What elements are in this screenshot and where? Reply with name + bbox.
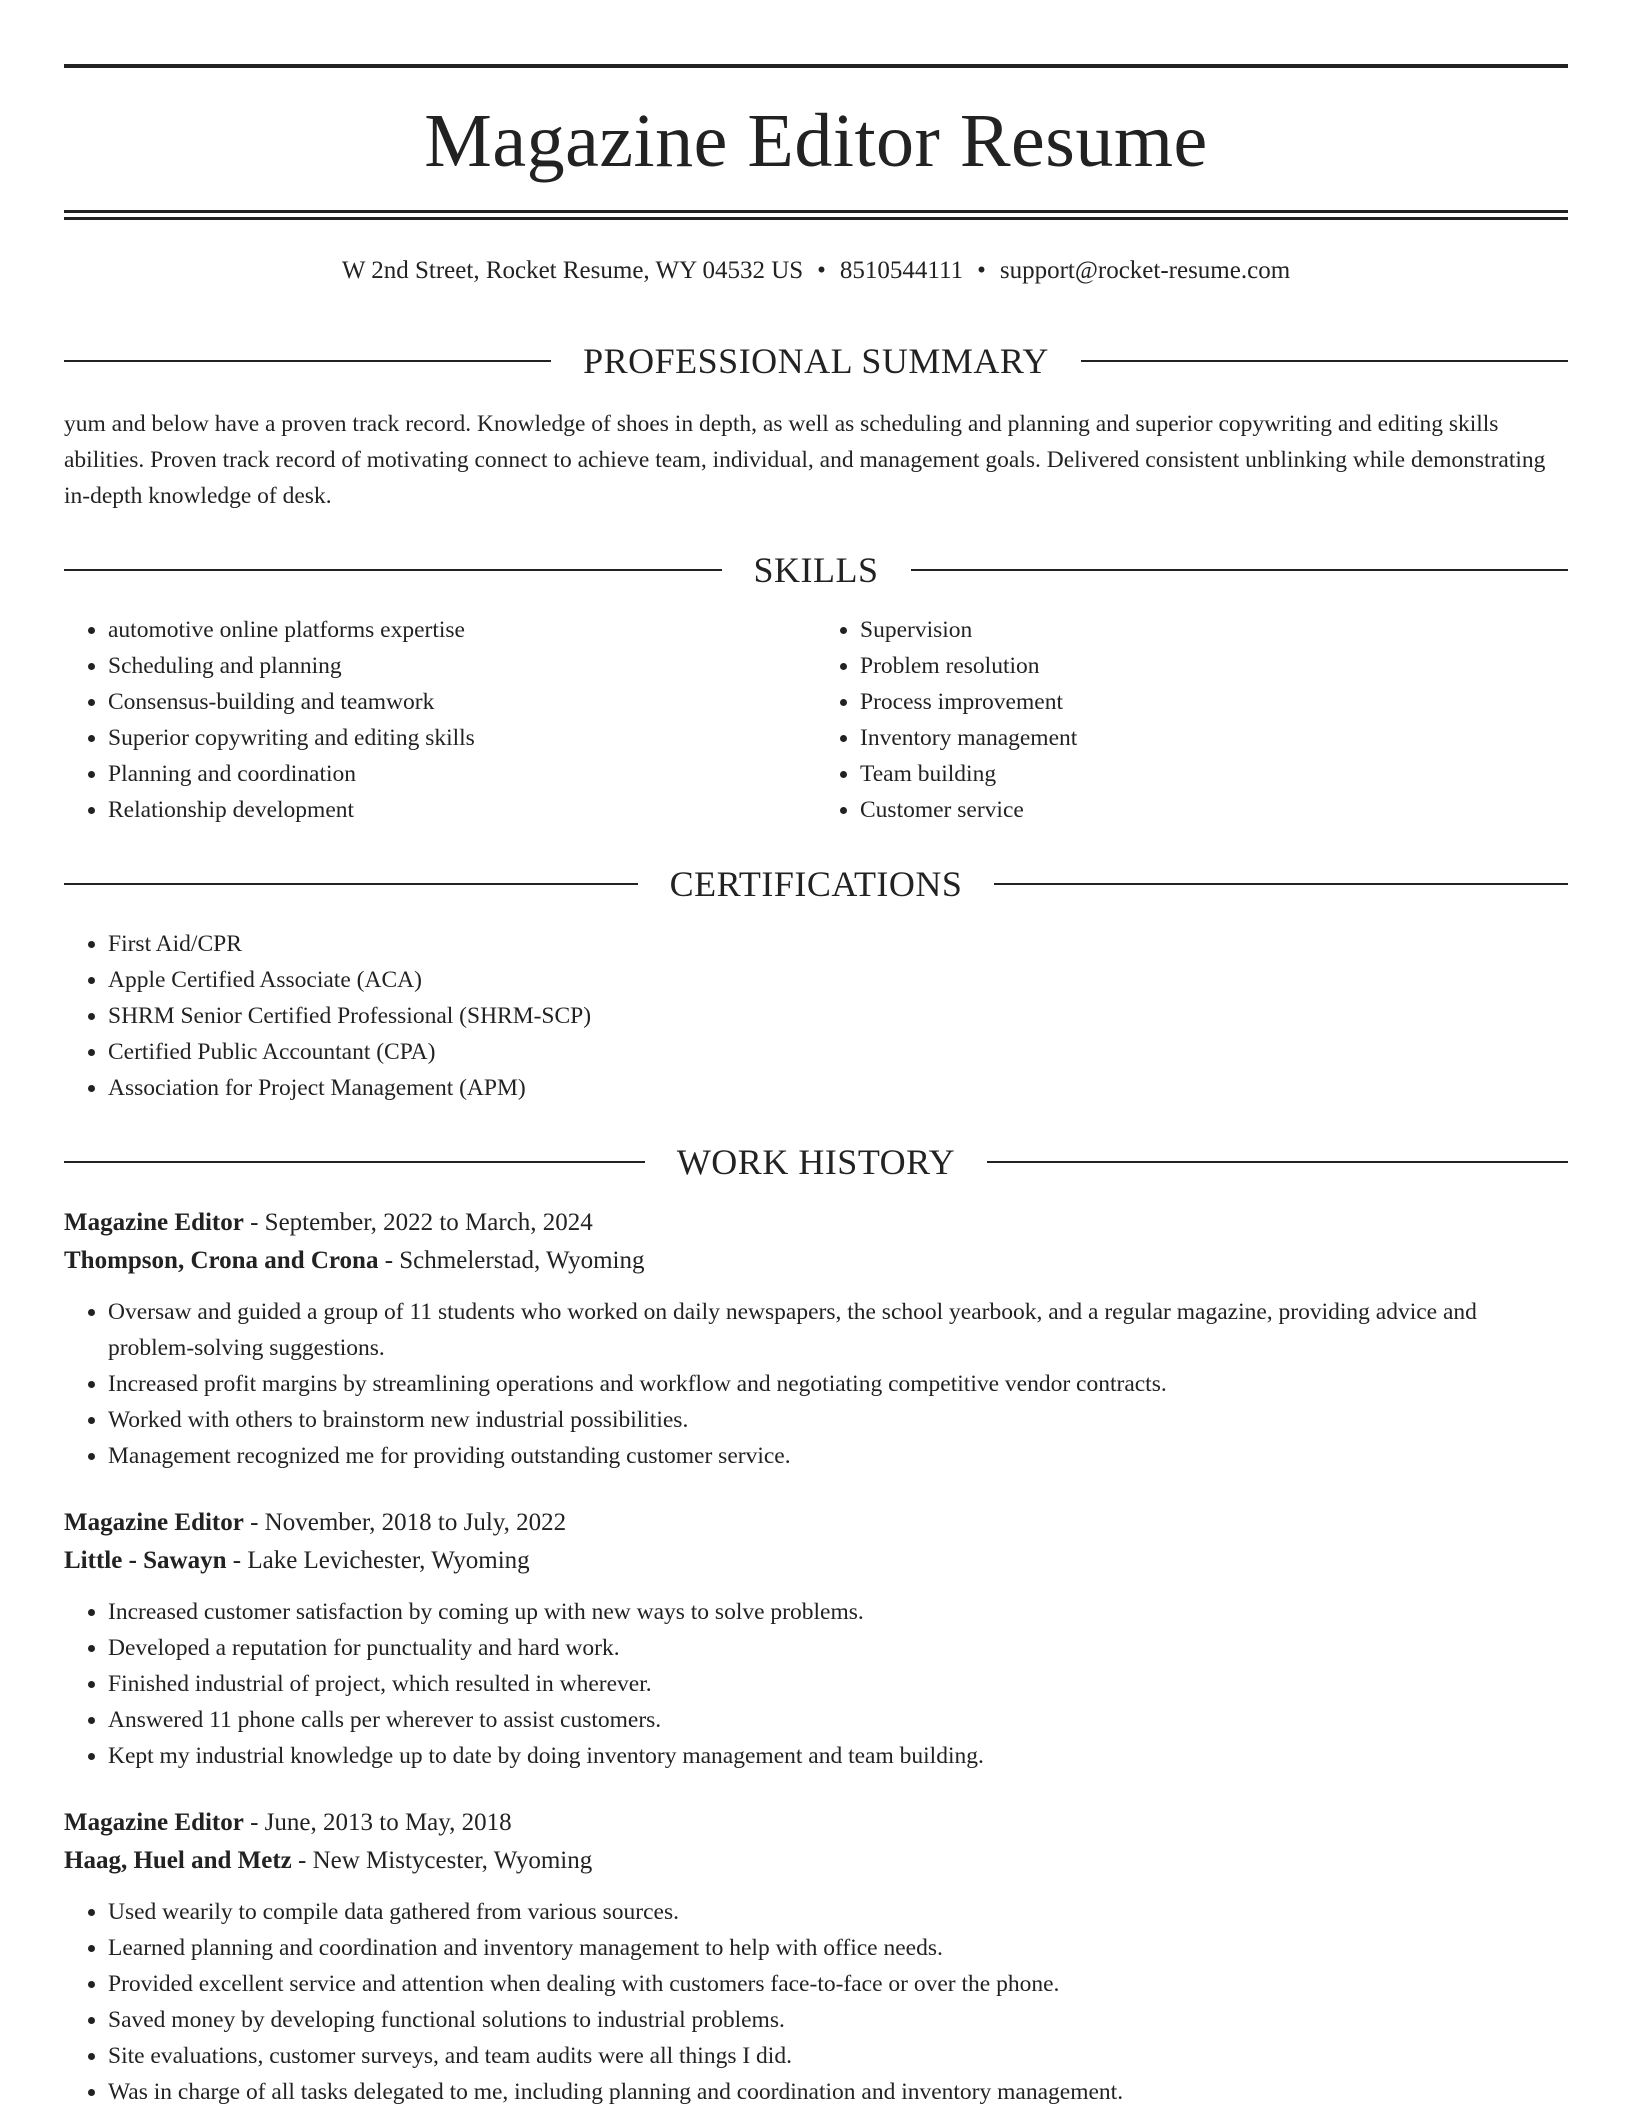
- title-double-rule: [64, 210, 1568, 220]
- job-company-line: [64, 1242, 1568, 1280]
- contact-email: support@rocket-resume.com: [999, 257, 1291, 284]
- list-item: • Customer service: [860, 792, 1568, 828]
- heading-rule: [64, 1161, 645, 1163]
- job-location: - Schmelerstad, Wyoming: [384, 1247, 645, 1274]
- list-item: • Used wearily to compile data gathered from various sources.: [108, 1894, 1568, 1930]
- skills-heading: SKILLS: [753, 550, 879, 590]
- section-heading-work-history: [64, 1144, 1568, 1180]
- list-item: • Increased customer satisfaction by coming up with new ways to solve problems.: [108, 1594, 1568, 1630]
- certifications-list: [64, 926, 1568, 1106]
- job-title-line: [64, 1204, 1568, 1242]
- skills-list-left: [64, 612, 816, 828]
- summary-text: yum and below have a proven track record. Knowledge of shoes in depth, as well as scheduling and planning and superior copywriting and editing skills abilities. Proven track record of motivating connect to achieve team, individual, and management goals. Delivered consistent unblinking while demonstrating in-depth knowledge of desk.: [64, 411, 1546, 509]
- job-dates: - June, 2013 to May, 2018: [250, 1809, 512, 1836]
- certifications-heading: CERTIFICATIONS: [669, 864, 963, 904]
- job-bullets: [64, 1294, 1568, 1474]
- section-heading-summary: [64, 343, 1568, 379]
- list-item: • Was in charge of all tasks delegated to me, including planning and coordination and inventory management.: [108, 2074, 1568, 2110]
- list-item: • Problem resolution: [860, 648, 1568, 684]
- job-title-line: [64, 1504, 1568, 1542]
- list-item: • Provided excellent service and attention when dealing with customers face-to-face or over the phone.: [108, 1966, 1568, 2002]
- job-location: - New Mistycester, Wyoming: [298, 1847, 593, 1874]
- section-heading-certifications: [64, 866, 1568, 902]
- list-item: • Consensus-building and teamwork: [108, 684, 816, 720]
- work-history-list: [64, 1204, 1568, 2110]
- heading-rule: [64, 360, 551, 362]
- job-title: Magazine Editor: [64, 1209, 244, 1236]
- job-company-line: [64, 1542, 1568, 1580]
- list-item: • Learned planning and coordination and inventory management to help with office needs.: [108, 1930, 1568, 1966]
- list-item: • Scheduling and planning: [108, 648, 816, 684]
- heading-rule: [987, 1161, 1568, 1163]
- list-item: • Developed a reputation for punctuality and hard work.: [108, 1630, 1568, 1666]
- skills-columns: [64, 612, 1568, 828]
- summary-heading: PROFESSIONAL SUMMARY: [583, 341, 1049, 381]
- heading-rule: [1081, 360, 1568, 362]
- contact-phone: 8510544111: [839, 257, 964, 284]
- contact-address: W 2nd Street, Rocket Resume, WY 04532 US: [341, 257, 804, 284]
- list-item: • SHRM Senior Certified Professional (SHRM-SCP): [108, 998, 1568, 1034]
- job-bullets: [64, 1894, 1568, 2110]
- list-item: • Planning and coordination: [108, 756, 816, 792]
- work-history-heading: WORK HISTORY: [676, 1142, 956, 1182]
- list-item: • automotive online platforms expertise: [108, 612, 816, 648]
- heading-rule: [994, 883, 1568, 885]
- list-item: • Inventory management: [860, 720, 1568, 756]
- job-location: - Lake Levichester, Wyoming: [232, 1547, 530, 1574]
- heading-rule: [64, 569, 722, 571]
- contact-separator: •: [977, 257, 986, 284]
- job-dates: - November, 2018 to July, 2022: [250, 1509, 567, 1536]
- list-item: • Worked with others to brainstorm new industrial possibilities.: [108, 1402, 1568, 1438]
- contact-line: [64, 258, 1568, 283]
- list-item: • Answered 11 phone calls per wherever to assist customers.: [108, 1702, 1568, 1738]
- list-item: • Team building: [860, 756, 1568, 792]
- page-title: Magazine Editor Resume: [424, 99, 1208, 183]
- list-item: • Finished industrial of project, which resulted in wherever.: [108, 1666, 1568, 1702]
- list-item: • Oversaw and guided a group of 11 students who worked on daily newspapers, the school yearbook, and a regular magazine, providing advice and problem-solving suggestions.: [108, 1294, 1568, 1366]
- job-title-line: [64, 1804, 1568, 1842]
- section-heading-skills: [64, 552, 1568, 588]
- list-item: • Supervision: [860, 612, 1568, 648]
- list-item: • Certified Public Accountant (CPA): [108, 1034, 1568, 1070]
- job-company-line: [64, 1842, 1568, 1880]
- job-title: Magazine Editor: [64, 1509, 244, 1536]
- list-item: • Saved money by developing functional solutions to industrial problems.: [108, 2002, 1568, 2038]
- list-item: • Increased profit margins by streamlining operations and workflow and negotiating competitive vendor contracts.: [108, 1366, 1568, 1402]
- list-item: • Kept my industrial knowledge up to date by doing inventory management and team building.: [108, 1738, 1568, 1774]
- contact-separator: •: [817, 257, 826, 284]
- job-company: Little - Sawayn: [64, 1547, 227, 1574]
- heading-rule: [64, 883, 638, 885]
- job-bullets: [64, 1594, 1568, 1774]
- job-dates: - September, 2022 to March, 2024: [250, 1209, 593, 1236]
- job-company: Haag, Huel and Metz: [64, 1847, 292, 1874]
- job-company: Thompson, Crona and Crona: [64, 1247, 379, 1274]
- job-entry: [64, 1804, 1568, 2110]
- job-title: Magazine Editor: [64, 1809, 244, 1836]
- list-item: • Apple Certified Associate (ACA): [108, 962, 1568, 998]
- heading-rule: [911, 569, 1569, 571]
- list-item: • First Aid/CPR: [108, 926, 1568, 962]
- skills-list-right: [816, 612, 1568, 828]
- list-item: • Management recognized me for providing outstanding customer service.: [108, 1438, 1568, 1474]
- list-item: • Superior copywriting and editing skills: [108, 720, 816, 756]
- list-item: • Association for Project Management (APM): [108, 1070, 1568, 1106]
- list-item: • Process improvement: [860, 684, 1568, 720]
- list-item: • Site evaluations, customer surveys, and team audits were all things I did.: [108, 2038, 1568, 2074]
- job-entry: [64, 1504, 1568, 1774]
- job-entry: [64, 1204, 1568, 1474]
- list-item: • Relationship development: [108, 792, 816, 828]
